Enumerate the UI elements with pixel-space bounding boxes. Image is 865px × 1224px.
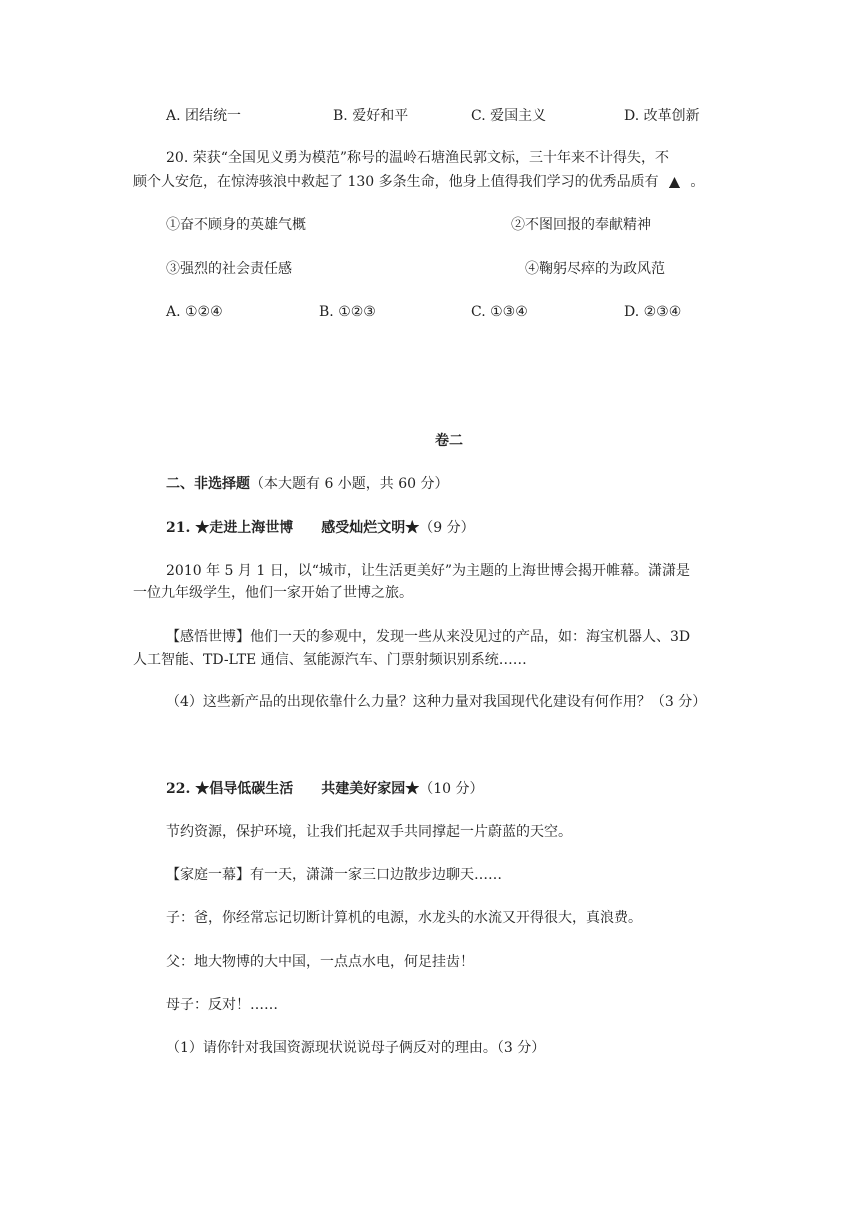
q22-intro: 节约资源，保护环境，让我们托起双手共同撑起一片蔚蓝的天空。 [166,824,572,840]
q21-para-line1: 【感悟世博】他们一天的参观中，发现一些从来没见过的产品，如：海宝机器人、3D [166,629,691,645]
q21-intro-line2: 一位九年级学生，他们一家开始了世博之旅。 [133,585,413,601]
q20-item-3: ③强烈的社会责任感 [166,261,292,277]
section-heading-label: 二、非选择题 [166,476,250,492]
q20-item-2: ②不图回报的奉献精神 [511,217,651,233]
section-heading [166,474,449,494]
q19-option-a: A. 团结统一 [166,108,242,124]
q22-title [166,779,484,799]
q22-mother-son-line: 母子：反对！…… [166,997,278,1013]
q20-item-1: ①奋不顾身的英雄气概 [166,217,306,233]
q22-scene: 【家庭一幕】有一天，潇潇一家三口边散步边聊天…… [166,867,502,883]
q19-option-b: B. 爱好和平 [333,108,409,124]
q22-father-line: 父：地大物博的大中国，一点点水电，何足挂齿！ [166,954,474,970]
q21-para-line2: 人工智能、TD-LTE 通信、氢能源汽车、门票射频识别系统…… [133,652,527,668]
q22-question: （1）请你针对我国资源现状说说母子俩反对的理由。（3 分） [166,1040,546,1056]
q21-title-text: 21. ★走进上海世博 感受灿烂文明★ [166,520,420,536]
q22-son-line: 子：爸，你经常忘记切断计算机的电源，水龙头的水流又开得很大，真浪费。 [166,910,642,926]
q21-question: （4）这些新产品的出现依靠什么力量？这种力量对我国现代化建设有何作用？（3 分） [166,694,707,710]
q22-title-text: 22. ★倡导低碳生活 共建美好家园★ [166,781,420,797]
q21-title [166,518,475,538]
q19-option-d: D. 改革创新 [624,108,700,124]
q19-option-c: C. 爱国主义 [471,108,547,124]
q20-option-a: A. ①②④ [166,304,223,320]
q20-option-d: D. ②③④ [624,304,682,320]
section-heading-note: （本大题有 6 小题，共 60 分） [250,476,449,492]
q20-stem-end: 。 [690,174,705,190]
section-title: 卷二 [435,433,463,449]
q20-item-4: ④鞠躬尽瘁的为政风范 [525,261,665,277]
q22-score: （10 分） [419,781,484,797]
q20-stem-line1: 20. 荣获“全国见义勇为模范”称号的温岭石塘渔民郭文标，三十年来不计得失，不 [166,150,670,166]
q21-score: （9 分） [419,520,475,536]
q20-stem-line2 [133,172,704,192]
q21-intro-line1: 2010 年 5 月 1 日，以“城市，让生活更美好”为主题的上海世博会揭开帷幕。潇潇是 [166,563,691,579]
q20-stem-text: 顾个人安危，在惊涛骇浪中救起了 130 多条生命，他身上值得我们学习的优秀品质有 [133,174,659,190]
q20-option-b: B. ①②③ [319,304,376,320]
q20-option-c: C. ①③④ [471,304,528,320]
answer-blank: ▲ [669,174,680,190]
